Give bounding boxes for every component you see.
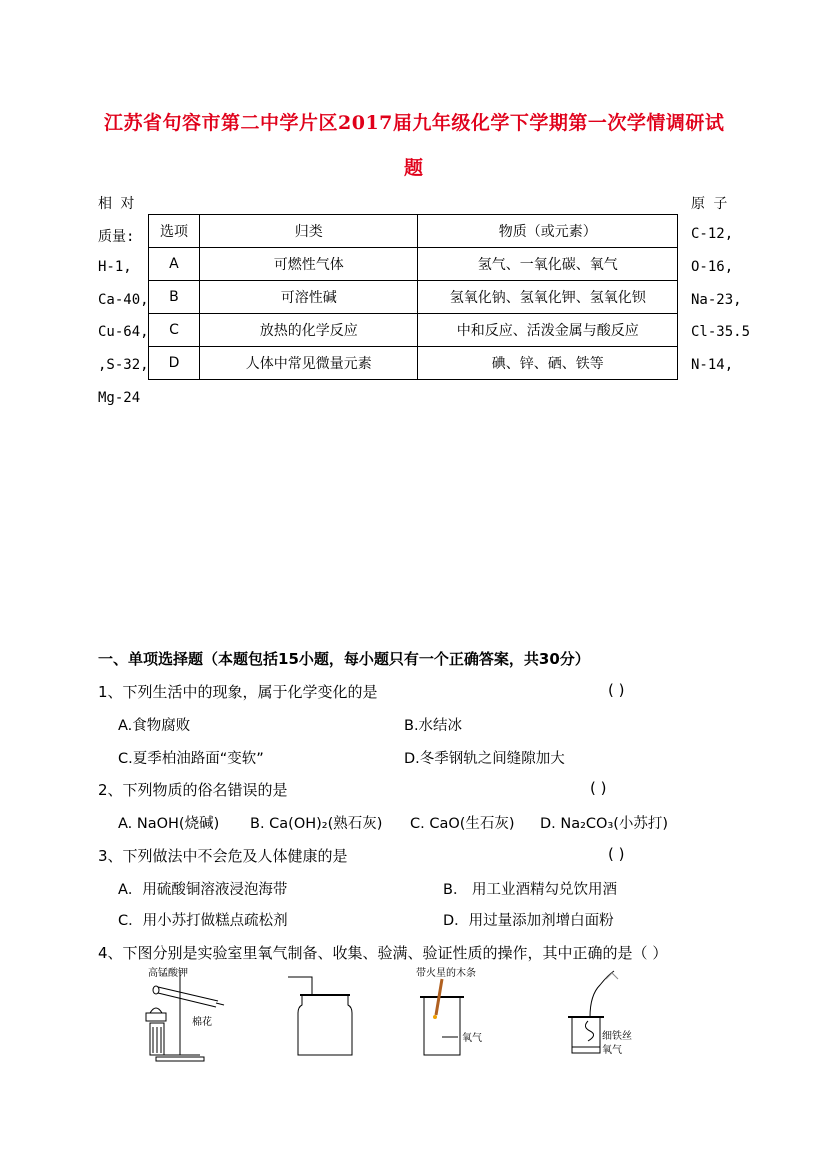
- question-3-option-a[interactable]: A．用硫酸铜溶液浸泡海带: [118, 882, 288, 898]
- question-1-option-b[interactable]: B.水结冰: [404, 718, 463, 734]
- atomic-mass-left-1: 相 对: [98, 196, 135, 212]
- question-1-option-a[interactable]: A.食物腐败: [118, 718, 191, 734]
- question-3-option-b[interactable]: B． 用工业酒精勾兑饮用酒: [443, 882, 618, 898]
- question-3-option-d[interactable]: D．用过量添加剂增白面粉: [443, 913, 614, 929]
- label-splint: 带火星的木条: [416, 968, 476, 979]
- atomic-mass-left-3: H-1,: [98, 259, 132, 275]
- atomic-mass-right-1: 原 子: [691, 196, 728, 212]
- iron-wire-combustion-diagram: [568, 971, 632, 1056]
- label-oxygen-4: 氧气: [602, 1045, 622, 1056]
- label-kmno4: 高锰酸钾: [148, 968, 188, 979]
- heating-apparatus-diagram: [146, 966, 224, 1061]
- question-3-answer-blank[interactable]: ( ): [608, 845, 625, 863]
- table-header: 物质（或元素）: [418, 215, 678, 248]
- question-4-stem: 4、下图分别是实验室里氧气制备、收集、验满、验证性质的操作，其中正确的是（ ）: [98, 944, 668, 962]
- table-row: [149, 248, 678, 281]
- atomic-mass-right-4: Na-23,: [691, 292, 742, 308]
- table-row: [149, 347, 678, 380]
- table-header: 归类: [199, 215, 418, 248]
- section-heading: 一、单项选择题（本题包括15小题，每小题只有一个正确答案，共30分）: [98, 650, 590, 668]
- table-cell: 人体中常见微量元素: [199, 347, 418, 380]
- table-cell: 可溶性碱: [199, 281, 418, 314]
- label-oxygen-3: 氧气: [462, 1033, 482, 1044]
- table-cell: D: [149, 347, 200, 380]
- question-1-answer-blank[interactable]: ( ): [608, 681, 625, 699]
- atomic-mass-left-7: Mg-24: [98, 390, 141, 406]
- atomic-mass-left-4: Ca-40,: [98, 292, 149, 308]
- question-1-stem: 1、下列生活中的现象，属于化学变化的是: [98, 683, 378, 701]
- atomic-mass-right-5: Cl-35.5: [691, 324, 751, 340]
- table-cell: 中和反应、活泼金属与酸反应: [418, 314, 678, 347]
- table-row: [149, 281, 678, 314]
- table-cell: 氢氧化钠、氢氧化钾、氢氧化钡: [418, 281, 678, 314]
- page-title-continued: 题: [404, 157, 424, 179]
- question-3-option-c[interactable]: C．用小苏打做糕点疏松剂: [118, 913, 288, 929]
- atomic-mass-left-6: ,S-32,: [98, 357, 149, 373]
- table-cell: B: [149, 281, 200, 314]
- table-cell: 放热的化学反应: [199, 314, 418, 347]
- question-1-option-d[interactable]: D.冬季钢轨之间缝隙加大: [404, 751, 565, 767]
- atomic-mass-right-3: O-16,: [691, 259, 734, 275]
- atomic-mass-left-2: 质量:: [98, 229, 135, 245]
- gas-collecting-bottle-diagram: [288, 977, 352, 1055]
- question-2-answer-blank[interactable]: ( ): [590, 779, 607, 797]
- atomic-mass-left-5: Cu-64,: [98, 324, 149, 340]
- table-cell: 可燃性气体: [199, 248, 418, 281]
- question-1-option-c[interactable]: C.夏季柏油路面“变软”: [118, 751, 264, 767]
- atomic-mass-right-6: N-14,: [691, 357, 734, 373]
- table-row: [149, 314, 678, 347]
- classification-table: [148, 214, 678, 380]
- label-iron-wire: 细铁丝: [602, 1031, 632, 1042]
- table-cell: 碘、锌、硒、铁等: [418, 347, 678, 380]
- page-title: 江苏省句容市第二中学片区2017届九年级化学下学期第一次学情调研试: [104, 112, 725, 134]
- table-header: 选项: [149, 215, 200, 248]
- table-cell: C: [149, 314, 200, 347]
- table-cell: 氢气、一氧化碳、氧气: [418, 248, 678, 281]
- table-cell: A: [149, 248, 200, 281]
- question-2-option-a[interactable]: A. NaOH(烧碱): [118, 816, 220, 832]
- question-2-stem: 2、下列物质的俗名错误的是: [98, 781, 288, 799]
- question-2-option-b[interactable]: B. Ca(OH)₂(熟石灰): [250, 816, 383, 832]
- atomic-mass-right-2: C-12,: [691, 226, 734, 242]
- table-header-row: [149, 215, 678, 248]
- question-2-option-c[interactable]: C. CaO(生石灰): [410, 816, 515, 832]
- oxygen-experiment-figure: [120, 965, 680, 1065]
- label-cotton: 棉花: [192, 1017, 212, 1028]
- question-2-option-d[interactable]: D. Na₂CO₃(小苏打): [540, 816, 669, 832]
- glowing-splint-test-diagram: [416, 966, 482, 1055]
- question-3-stem: 3、下列做法中不会危及人体健康的是: [98, 847, 348, 865]
